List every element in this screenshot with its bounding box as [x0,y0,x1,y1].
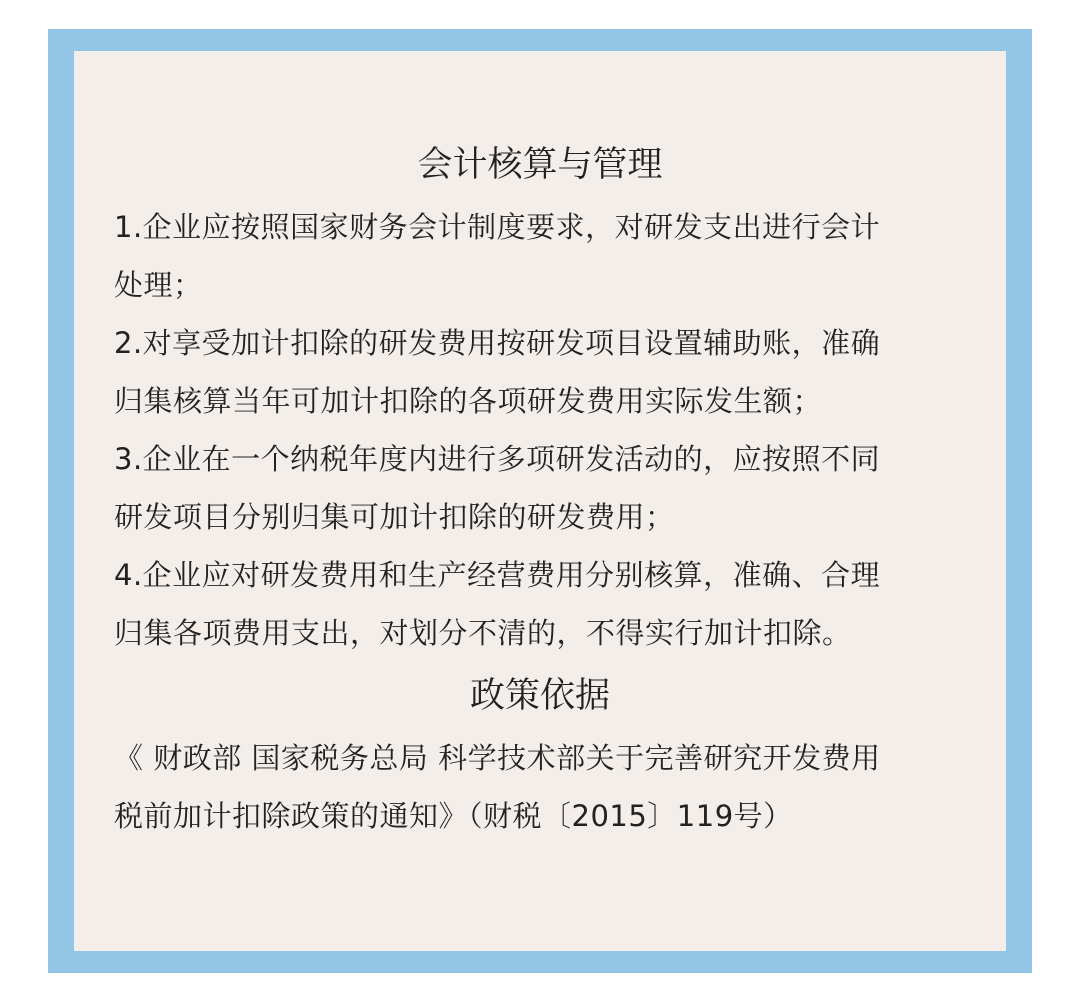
item-line: 4.企业应对研发费用和生产经营费用分别核算，准确、合理 [114,558,881,592]
section-title-accounting: 会计核算与管理 [417,145,663,185]
section-title-policy-basis: 政策依据 [469,676,610,716]
accounting-item-4 [114,546,966,662]
accounting-item-1 [114,198,966,314]
content-panel [74,51,1006,951]
item-line: 处理； [114,268,203,302]
blue-border-frame [48,29,1032,973]
item-line: 3.企业在一个纳税年度内进行多项研发活动的，应按照不同 [114,442,881,476]
policy-reference [114,729,966,845]
accounting-item-2 [114,314,966,430]
item-line: 研发项目分别归集可加计扣除的研发费用； [114,500,675,534]
item-line: 2.对享受加计扣除的研发费用按研发项目设置辅助账，准确 [114,326,881,360]
policy-line: 《 财政部 国家税务总局 科学技术部关于完善研究开发费用 [114,741,881,775]
item-line: 归集核算当年可加计扣除的各项研发费用实际发生额； [114,384,823,418]
item-line: 归集各项费用支出，对划分不清的，不得实行加计扣除。 [114,616,852,650]
accounting-item-3 [114,430,966,546]
policy-line: 税前加计扣除政策的通知》（财税〔2015〕119号） [114,799,793,833]
item-line: 1.企业应按照国家财务会计制度要求，对研发支出进行会计 [114,210,881,244]
